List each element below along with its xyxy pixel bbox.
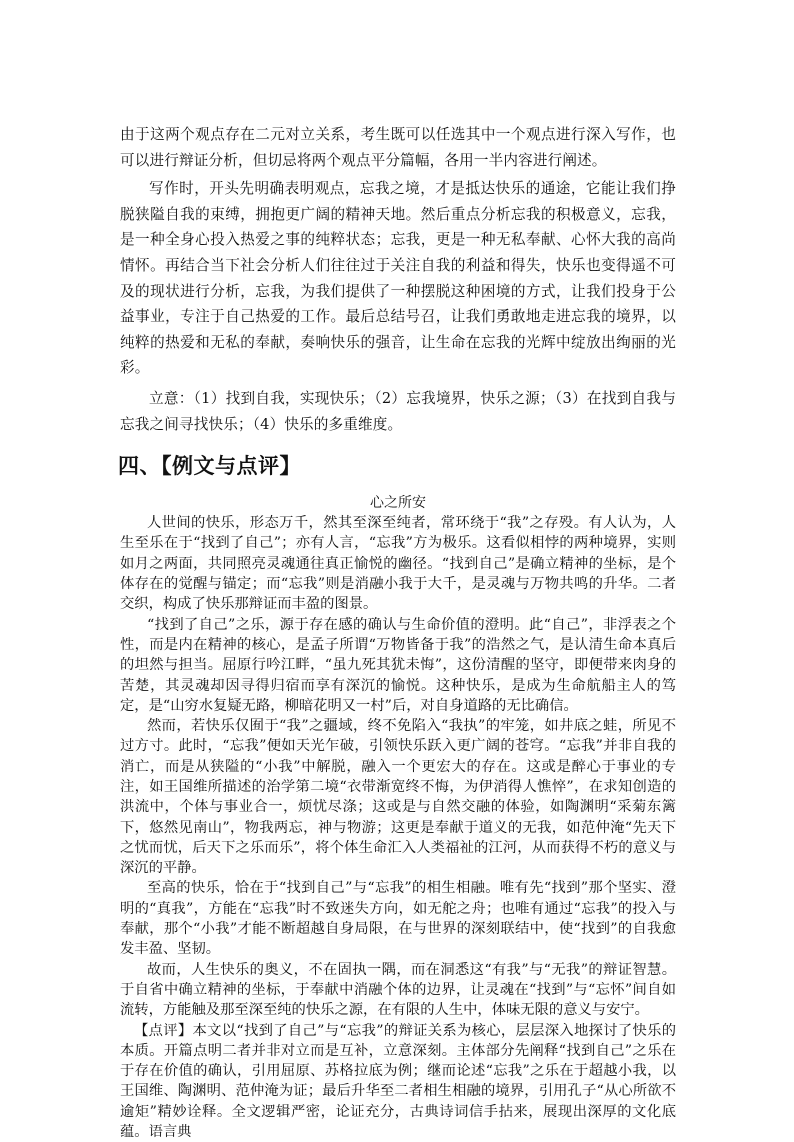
- essay-paragraph-1: 人世间的快乐，形态万千，然其至深至纯者，常环绕于“我”之存殁。有人认为，人生至乐在于“找到了自己”；亦有人言，“忘我”方为极乐。这看似相悖的两种境界，实则如月之两面，共同照亮灵魂通往真正愉悦的幽径。“找到自己”是确立精神的坐标，是个体存在的觉醒与锚定；而“忘我”则是消融小我于大千，是灵魂与万物共鸣的升华。二者交织，构成了快乐那辩证而丰盈的图景。: [120, 515, 676, 613]
- essay-paragraph-3: 然而，若快乐仅囿于“我”之疆域，终不免陷入“我执”的牢笼，如井底之蛙，所见不过方寸。此时，“忘我”便如天光乍破，引领快乐跃入更广阔的苍穹。“忘我”并非自我的消亡，而是从狭隘的“小我”中解脱，融入一个更宏大的存在。这或是醉心于事业的专注，如王国维所描述的治学第二境“衣带渐宽终不悔，为伊消得人憔悴”，在求知创造的洪流中，个体与事业合一，烦忧尽涤；这或是与自然交融的体验，如陶渊明“采菊东篱下，悠然见南山”，物我两忘，神与物游；这更是奉献于道义的无我，如范仲淹“先天下之忧而忧，后天下之乐而乐”，将个体生命汇入人类福祉的江河，从而获得不朽的意义与深沉的平静。: [120, 718, 676, 877]
- essay-paragraph-5: 故而，人生快乐的奥义，不在固执一隅，而在洞悉这“有我”与“无我”的辩证智慧。于自省中确立精神的坐标，于奉献中消融个体的边界，让灵魂在“找到”与“忘怀”间自如流转，方能触及那至深至纯的快乐之源，在有限的人生中，体味无限的意义与安宁。: [120, 961, 676, 1019]
- essay-paragraph-2: “找到了自己”之乐，源于存在感的确认与生命价值的澄明。此“自己”，非浮表之个性，而是内在精神的核心，是孟子所谓“万物皆备于我”的浩然之气，是认清生命本真后的坦然与担当。屈原行吟江畔，“虽九死其犹未悔”，这份清醒的坚守，即便带来肉身的苦楚，其灵魂却因寻得归宿而享有深沉的愉悦。这种快乐，是成为生命航船主人的笃定，是“山穷水复疑无路，柳暗花明又一村”后，对自身道路的无比确信。: [120, 616, 676, 714]
- guidance-paragraph-1: 由于这两个观点存在二元对立关系，考生既可以任选其中一个观点进行深入写作，也可以进行辩证分析，但切忌将两个观点平分篇幅，各用一半内容进行阐述。: [120, 126, 676, 169]
- thesis-options: 立意：（1）找到自我，实现快乐；（2）忘我境界，快乐之源；（3）在找到自我与忘我之间寻找快乐；（4）快乐的多重维度。: [120, 389, 676, 433]
- guidance-paragraph-2: 写作时，开头先明确表明观点，忘我之境，才是抵达快乐的通途，它能让我们挣脱狭隘自我的束缚，拥抱更广阔的精神天地。然后重点分析忘我的积极意义，忘我，是一种全身心投入热爱之事的纯粹状态；忘我，更是一种无私奉献、心怀大我的高尚情怀。再结合当下社会分析人们往往过于关注自我的利益和得失，快乐也变得遥不可及的现状进行分析，忘我，为我们提供了一种摆脱这种困境的方式，让我们投身于公益事业，专注于自己热爱的工作。最后总结号召，让我们勇敢地走进忘我的境界，以纯粹的热爱和无私的奉献，奏响快乐的强音，让生命在忘我的光辉中绽放出绚丽的光彩。: [120, 180, 676, 377]
- essay-paragraph-4: 至高的快乐，恰在于“找到自己”与“忘我”的相生相融。唯有先“找到”那个坚实、澄明的“真我”，方能在“忘我”时不致迷失方向，如无舵之舟；也唯有通过“忘我”的投入与奉献，那个“小我”才能不断超越自身局限，在与世界的深刻联结中，使“找到”的自我愈发丰盈、坚韧。: [120, 880, 676, 958]
- essay-comment: [120, 1021, 676, 1142]
- writing-guidance: [120, 122, 676, 437]
- sample-essay: [120, 493, 676, 1142]
- comment-paragraph: 【点评】本文以“找到了自己”与“忘我”的辩证关系为核心，层层深入地探讨了快乐的本质。开篇点明二者并非对立而是互补，立意深刻。主体部分先阐释“找到自己”之乐在于存在价值的确认，引用屈原、苏格拉底为例；继而论述“忘我”之乐在于超越小我，以王国维、陶渊明、范仲淹为证；最后升华至二者相生相融的境界，引用孔子“从心所欲不逾矩”精妙诠释。全文逻辑严密，论证充分，古典诗词信手拈来，展现出深厚的文化底蕴。语言典: [120, 1022, 676, 1141]
- document-page: [120, 122, 676, 1142]
- section-heading: 四、【例文与点评】: [118, 454, 301, 479]
- essay-title: 心之所安: [370, 495, 426, 512]
